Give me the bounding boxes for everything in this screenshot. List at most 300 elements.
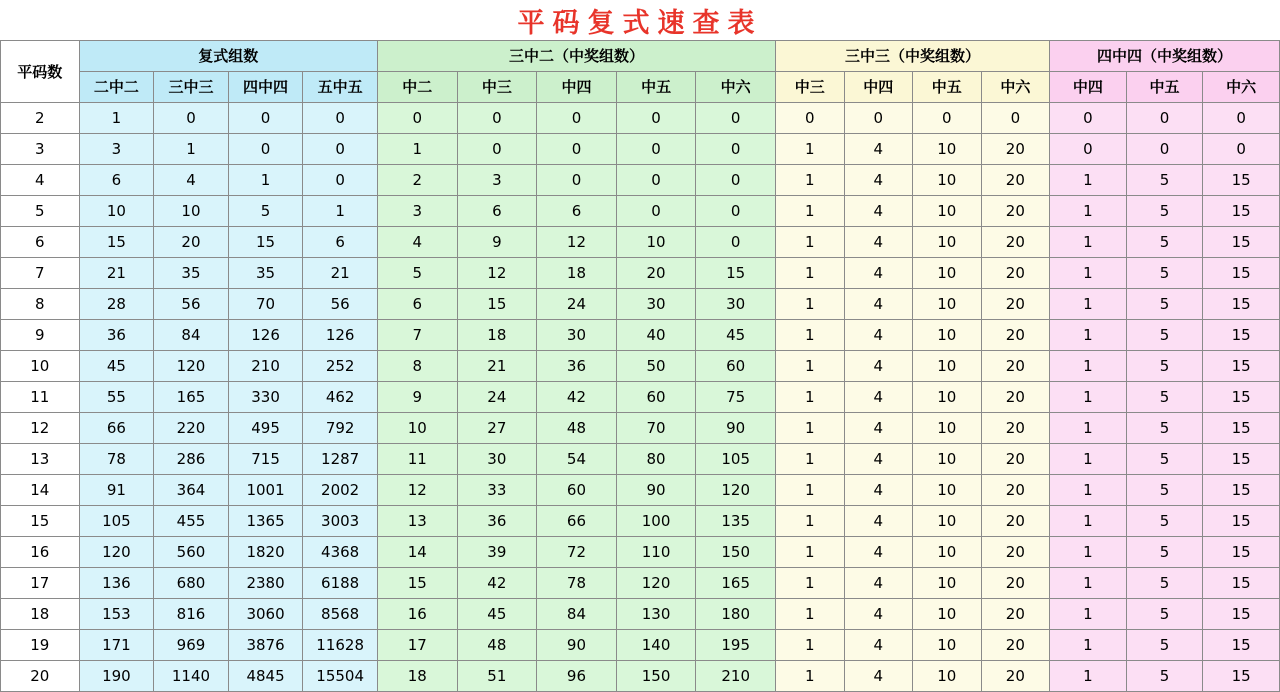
table-cell: 10 [377, 413, 457, 444]
table-cell: 252 [303, 351, 378, 382]
table-cell: 9 [457, 227, 537, 258]
table-row [1, 103, 1280, 134]
table-cell: 42 [457, 568, 537, 599]
table-row [1, 661, 1280, 692]
table-cell: 969 [154, 630, 229, 661]
table-cell: 1 [1050, 165, 1127, 196]
table-cell: 20 [981, 568, 1050, 599]
table-cell: 1 [775, 289, 844, 320]
table-cell: 10 [913, 413, 982, 444]
table-cell: 24 [457, 382, 537, 413]
table-cell: 90 [537, 630, 617, 661]
table-cell: 1 [775, 382, 844, 413]
table-cell: 36 [79, 320, 154, 351]
table-cell: 364 [154, 475, 229, 506]
table-cell: 5 [1126, 630, 1203, 661]
subheader-y-zhongwu: 中五 [913, 72, 982, 103]
table-cell: 7 [377, 320, 457, 351]
table-cell: 24 [537, 289, 617, 320]
table-cell: 11628 [303, 630, 378, 661]
table-cell: 15 [1203, 506, 1280, 537]
table-cell: 0 [616, 134, 696, 165]
table-cell: 80 [616, 444, 696, 475]
table-cell: 60 [616, 382, 696, 413]
table-cell: 10 [913, 444, 982, 475]
table-cell: 4 [844, 134, 913, 165]
table-row [1, 382, 1280, 413]
table-cell: 90 [696, 413, 776, 444]
table-cell: 0 [1126, 134, 1203, 165]
table-cell: 96 [537, 661, 617, 692]
table-cell: 4 [844, 320, 913, 351]
table-cell: 20 [981, 661, 1050, 692]
table-cell: 6188 [303, 568, 378, 599]
table-cell: 5 [228, 196, 303, 227]
table-cell: 165 [154, 382, 229, 413]
row-header-cell: 12 [1, 413, 80, 444]
table-cell: 4 [844, 599, 913, 630]
table-cell: 120 [79, 537, 154, 568]
table-cell: 6 [79, 165, 154, 196]
table-cell: 455 [154, 506, 229, 537]
row-header-cell: 2 [1, 103, 80, 134]
table-cell: 15 [1203, 351, 1280, 382]
table-cell: 56 [303, 289, 378, 320]
table-cell: 4 [377, 227, 457, 258]
table-cell: 135 [696, 506, 776, 537]
table-cell: 0 [457, 134, 537, 165]
subheader-g-zhongwu: 中五 [616, 72, 696, 103]
table-cell: 18 [457, 320, 537, 351]
group-header-sizhongsi: 四中四（中奖组数） [1050, 41, 1280, 72]
table-cell: 20 [981, 165, 1050, 196]
table-cell: 15 [1203, 661, 1280, 692]
table-cell: 91 [79, 475, 154, 506]
table-cell: 15 [377, 568, 457, 599]
table-cell: 10 [913, 475, 982, 506]
table-cell: 30 [696, 289, 776, 320]
table-cell: 1 [775, 134, 844, 165]
table-cell: 5 [1126, 537, 1203, 568]
table-cell: 27 [457, 413, 537, 444]
group-header-row [1, 41, 1280, 72]
table-cell: 1 [303, 196, 378, 227]
table-cell: 4 [844, 506, 913, 537]
table-row [1, 413, 1280, 444]
table-cell: 120 [696, 475, 776, 506]
table-cell: 1 [1050, 444, 1127, 475]
table-cell: 792 [303, 413, 378, 444]
table-cell: 15 [79, 227, 154, 258]
table-cell: 4 [844, 413, 913, 444]
table-cell: 13 [377, 506, 457, 537]
table-cell: 130 [616, 599, 696, 630]
title-bar [0, 0, 1280, 40]
table-cell: 20 [154, 227, 229, 258]
table-row [1, 537, 1280, 568]
group-header-fushi: 复式组数 [79, 41, 377, 72]
subheader-g-zhongliu: 中六 [696, 72, 776, 103]
table-cell: 5 [1126, 413, 1203, 444]
table-cell: 1287 [303, 444, 378, 475]
table-row [1, 475, 1280, 506]
table-cell: 0 [537, 103, 617, 134]
table-cell: 0 [1050, 134, 1127, 165]
table-cell: 3 [377, 196, 457, 227]
table-cell: 10 [913, 134, 982, 165]
table-cell: 51 [457, 661, 537, 692]
table-cell: 70 [616, 413, 696, 444]
table-cell: 15 [457, 289, 537, 320]
table-cell: 1365 [228, 506, 303, 537]
table-cell: 0 [537, 165, 617, 196]
table-head [1, 41, 1280, 103]
table-cell: 0 [696, 227, 776, 258]
table-cell: 462 [303, 382, 378, 413]
corner-header: 平码数 [1, 41, 80, 103]
table-cell: 15 [1203, 320, 1280, 351]
table-cell: 1140 [154, 661, 229, 692]
row-header-cell: 20 [1, 661, 80, 692]
table-cell: 15 [1203, 165, 1280, 196]
subheader-g-zhonger: 中二 [377, 72, 457, 103]
table-cell: 4845 [228, 661, 303, 692]
table-cell: 5 [1126, 289, 1203, 320]
row-header-cell: 3 [1, 134, 80, 165]
table-cell: 15 [1203, 413, 1280, 444]
table-cell: 0 [696, 103, 776, 134]
table-cell: 0 [1126, 103, 1203, 134]
table-cell: 5 [1126, 227, 1203, 258]
table-cell: 1820 [228, 537, 303, 568]
subheader-sizhongsi: 四中四 [228, 72, 303, 103]
table-cell: 20 [981, 289, 1050, 320]
table-cell: 0 [537, 134, 617, 165]
table-cell: 3 [457, 165, 537, 196]
table-cell: 84 [154, 320, 229, 351]
table-cell: 48 [537, 413, 617, 444]
table-cell: 3876 [228, 630, 303, 661]
table-cell: 10 [913, 289, 982, 320]
table-cell: 100 [616, 506, 696, 537]
table-cell: 12 [457, 258, 537, 289]
table-cell: 0 [154, 103, 229, 134]
table-cell: 10 [913, 568, 982, 599]
group-header-sanzhongsan: 三中三（中奖组数） [775, 41, 1049, 72]
row-header-cell: 10 [1, 351, 80, 382]
table-cell: 66 [537, 506, 617, 537]
table-cell: 45 [457, 599, 537, 630]
table-cell: 6 [457, 196, 537, 227]
table-cell: 35 [228, 258, 303, 289]
table-cell: 15 [1203, 289, 1280, 320]
table-cell: 153 [79, 599, 154, 630]
table-cell: 4 [844, 630, 913, 661]
table-cell: 6 [377, 289, 457, 320]
table-cell: 0 [616, 196, 696, 227]
table-cell: 0 [228, 103, 303, 134]
table-row [1, 134, 1280, 165]
table-cell: 10 [913, 506, 982, 537]
group-header-sanzhonger: 三中二（中奖组数） [377, 41, 775, 72]
table-cell: 3 [79, 134, 154, 165]
table-cell: 0 [457, 103, 537, 134]
table-cell: 33 [457, 475, 537, 506]
row-header-cell: 4 [1, 165, 80, 196]
table-cell: 0 [377, 103, 457, 134]
subheader-y-zhongsi: 中四 [844, 72, 913, 103]
table-cell: 0 [1203, 134, 1280, 165]
table-cell: 1 [1050, 506, 1127, 537]
table-cell: 0 [913, 103, 982, 134]
table-cell: 140 [616, 630, 696, 661]
table-cell: 45 [79, 351, 154, 382]
table-cell: 15 [1203, 227, 1280, 258]
table-cell: 150 [696, 537, 776, 568]
table-cell: 5 [1126, 506, 1203, 537]
table-cell: 4 [844, 661, 913, 692]
table-row [1, 196, 1280, 227]
table-row [1, 227, 1280, 258]
subheader-p-zhongsi: 中四 [1050, 72, 1127, 103]
table-cell: 1 [1050, 289, 1127, 320]
table-cell: 5 [1126, 351, 1203, 382]
row-header-cell: 8 [1, 289, 80, 320]
table-cell: 54 [537, 444, 617, 475]
page-title: 平码复式速查表 [517, 7, 763, 39]
table-cell: 55 [79, 382, 154, 413]
table-cell: 4 [844, 382, 913, 413]
table-cell: 20 [981, 382, 1050, 413]
table-cell: 10 [913, 351, 982, 382]
table-cell: 1 [775, 227, 844, 258]
table-cell: 4 [154, 165, 229, 196]
subheader-wuzhongwu: 五中五 [303, 72, 378, 103]
table-cell: 4 [844, 537, 913, 568]
subheader-p-zhongwu: 中五 [1126, 72, 1203, 103]
table-cell: 4 [844, 568, 913, 599]
table-cell: 105 [696, 444, 776, 475]
row-header-cell: 19 [1, 630, 80, 661]
table-cell: 21 [457, 351, 537, 382]
table-row [1, 289, 1280, 320]
table-cell: 5 [1126, 258, 1203, 289]
table-cell: 30 [616, 289, 696, 320]
table-cell: 20 [981, 444, 1050, 475]
table-body [1, 103, 1280, 692]
table-cell: 12 [377, 475, 457, 506]
table-cell: 20 [981, 320, 1050, 351]
table-cell: 5 [1126, 165, 1203, 196]
subheader-y-zhongsan: 中三 [775, 72, 844, 103]
table-cell: 78 [79, 444, 154, 475]
table-cell: 48 [457, 630, 537, 661]
table-cell: 1 [1050, 196, 1127, 227]
table-cell: 126 [228, 320, 303, 351]
table-cell: 1 [775, 630, 844, 661]
table-cell: 60 [696, 351, 776, 382]
table-cell: 20 [616, 258, 696, 289]
table-row [1, 351, 1280, 382]
table-cell: 5 [1126, 444, 1203, 475]
table-cell: 14 [377, 537, 457, 568]
table-cell: 6 [537, 196, 617, 227]
table-cell: 126 [303, 320, 378, 351]
table-cell: 1 [1050, 568, 1127, 599]
table-cell: 10 [913, 258, 982, 289]
table-cell: 330 [228, 382, 303, 413]
table-cell: 0 [696, 165, 776, 196]
table-cell: 136 [79, 568, 154, 599]
table-cell: 18 [377, 661, 457, 692]
table-cell: 10 [154, 196, 229, 227]
table-cell: 20 [981, 475, 1050, 506]
table-cell: 1 [775, 506, 844, 537]
table-cell: 171 [79, 630, 154, 661]
table-cell: 0 [1203, 103, 1280, 134]
table-cell: 10 [913, 227, 982, 258]
table-cell: 495 [228, 413, 303, 444]
table-cell: 15 [1203, 258, 1280, 289]
table-cell: 4 [844, 351, 913, 382]
table-cell: 0 [1050, 103, 1127, 134]
table-cell: 0 [844, 103, 913, 134]
row-header-cell: 11 [1, 382, 80, 413]
table-cell: 715 [228, 444, 303, 475]
table-cell: 56 [154, 289, 229, 320]
row-header-cell: 18 [1, 599, 80, 630]
table-cell: 1 [1050, 630, 1127, 661]
table-cell: 5 [1126, 568, 1203, 599]
table-cell: 816 [154, 599, 229, 630]
table-cell: 1 [1050, 661, 1127, 692]
table-cell: 1 [79, 103, 154, 134]
table-cell: 286 [154, 444, 229, 475]
table-cell: 4 [844, 258, 913, 289]
table-cell: 15 [1203, 630, 1280, 661]
table-cell: 20 [981, 227, 1050, 258]
table-cell: 16 [377, 599, 457, 630]
subheader-p-zhongliu: 中六 [1203, 72, 1280, 103]
table-cell: 120 [154, 351, 229, 382]
table-cell: 20 [981, 413, 1050, 444]
table-cell: 30 [537, 320, 617, 351]
table-cell: 4368 [303, 537, 378, 568]
table-cell: 20 [981, 630, 1050, 661]
table-cell: 28 [79, 289, 154, 320]
table-cell: 10 [913, 537, 982, 568]
table-cell: 5 [1126, 475, 1203, 506]
table-cell: 39 [457, 537, 537, 568]
table-cell: 0 [981, 103, 1050, 134]
table-cell: 4 [844, 289, 913, 320]
table-cell: 0 [616, 165, 696, 196]
table-cell: 35 [154, 258, 229, 289]
table-row [1, 568, 1280, 599]
table-cell: 5 [1126, 661, 1203, 692]
table-cell: 2380 [228, 568, 303, 599]
row-header-cell: 15 [1, 506, 80, 537]
table-cell: 72 [537, 537, 617, 568]
table-cell: 4 [844, 444, 913, 475]
table-cell: 3003 [303, 506, 378, 537]
table-cell: 1 [1050, 413, 1127, 444]
table-cell: 0 [303, 165, 378, 196]
table-cell: 0 [228, 134, 303, 165]
table-cell: 21 [79, 258, 154, 289]
row-header-cell: 17 [1, 568, 80, 599]
table-cell: 1 [775, 351, 844, 382]
table-cell: 560 [154, 537, 229, 568]
table-cell: 4 [844, 165, 913, 196]
table-cell: 220 [154, 413, 229, 444]
table-cell: 20 [981, 196, 1050, 227]
table-cell: 20 [981, 134, 1050, 165]
table-row [1, 599, 1280, 630]
table-cell: 21 [303, 258, 378, 289]
table-row [1, 258, 1280, 289]
table-cell: 1 [1050, 258, 1127, 289]
table-cell: 15 [1203, 537, 1280, 568]
table-cell: 1 [1050, 382, 1127, 413]
row-header-cell: 16 [1, 537, 80, 568]
table-cell: 8 [377, 351, 457, 382]
table-cell: 10 [913, 165, 982, 196]
table-cell: 90 [616, 475, 696, 506]
table-cell: 50 [616, 351, 696, 382]
table-cell: 10 [913, 196, 982, 227]
table-cell: 1 [775, 568, 844, 599]
table-cell: 15 [1203, 382, 1280, 413]
table-cell: 5 [377, 258, 457, 289]
subheader-g-zhongsi: 中四 [537, 72, 617, 103]
table-cell: 20 [981, 599, 1050, 630]
table-cell: 0 [303, 103, 378, 134]
table-cell: 1 [775, 537, 844, 568]
table-cell: 1 [775, 320, 844, 351]
table-cell: 1 [775, 258, 844, 289]
table-row [1, 630, 1280, 661]
table-cell: 1 [775, 599, 844, 630]
table-cell: 0 [696, 134, 776, 165]
table-cell: 20 [981, 351, 1050, 382]
table-cell: 45 [696, 320, 776, 351]
table-cell: 1 [1050, 351, 1127, 382]
table-cell: 84 [537, 599, 617, 630]
table-cell: 4 [844, 475, 913, 506]
table-cell: 20 [981, 258, 1050, 289]
table-cell: 78 [537, 568, 617, 599]
table-cell: 210 [228, 351, 303, 382]
table-cell: 15 [228, 227, 303, 258]
table-cell: 110 [616, 537, 696, 568]
table-cell: 1 [1050, 475, 1127, 506]
table-row [1, 320, 1280, 351]
table-cell: 150 [616, 661, 696, 692]
table-row [1, 506, 1280, 537]
row-header-cell: 5 [1, 196, 80, 227]
table-cell: 10 [913, 320, 982, 351]
table-cell: 70 [228, 289, 303, 320]
table-cell: 0 [696, 196, 776, 227]
table-cell: 10 [616, 227, 696, 258]
table-cell: 2002 [303, 475, 378, 506]
table-cell: 60 [537, 475, 617, 506]
table-cell: 1 [1050, 537, 1127, 568]
table-cell: 5 [1126, 196, 1203, 227]
table-cell: 15504 [303, 661, 378, 692]
row-header-cell: 13 [1, 444, 80, 475]
